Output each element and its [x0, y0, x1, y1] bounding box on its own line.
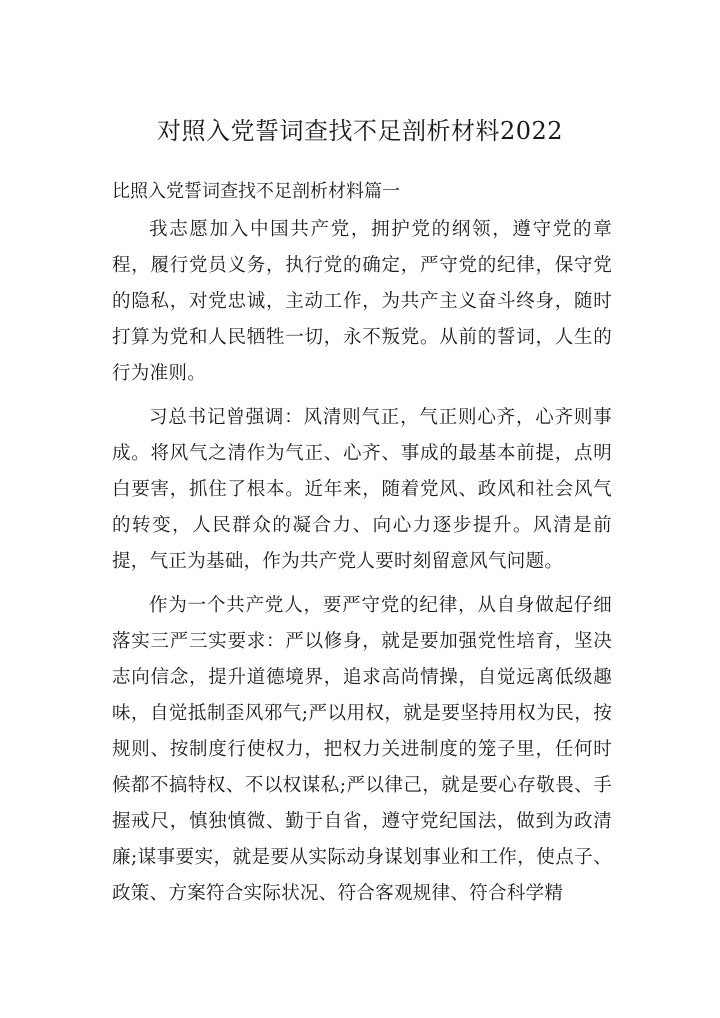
paragraph-2: 习总书记曾强调：风清则气正，气正则心齐，心齐则事成。将风气之清作为气正、心齐、事成的最基本前提，点明白要害，抓住了根本。近年来，随着党风、政风和社会风气的转变，人民群众的凝合力、向心力逐步提升。风清是前提，气正为基础，作为共产党人要时刻留意风气问题。	[112, 407, 612, 572]
document-body	[112, 212, 612, 920]
paragraph-3: 作为一个共产党人，要严守党的纪律，从自身做起仔细落实三严三实要求：严以修身，就是要加强党性培育，坚决志向信念，提升道德境界，追求高尚情操，自觉远离低级趣味，自觉抵制歪风邪气;严以用权，就是要坚持用权为民，按规则、按制度行使权力，把权力关进制度的笼子里，任何时候都不搞特权、不以权谋私;严以律己，就是要心存敬畏、手握戒尺，慎独慎微、勤于自省，遵守党纪国法，做到为政清廉;谋事要实，就是要从实际动身谋划事业和工作，使点子、政策、方案符合实际状况、符合客观规律、符合科学精	[112, 595, 612, 904]
document-title: 对照入党誓词查找不足剖析材料2022	[156, 117, 564, 145]
section-heading: 比照入党誓词查找不足剖析材料篇一	[112, 181, 400, 202]
paragraph-1: 我志愿加入中国共产党，拥护党的纲领，遵守党的章程，履行党员义务，执行党的确定，严守党的纪律，保守党的隐私，对党忠诚，主动工作，为共产主义奋斗终身，随时打算为党和人民牺牲一切，永不叛党。从前的誓词，人生的行为准则。	[112, 219, 612, 384]
